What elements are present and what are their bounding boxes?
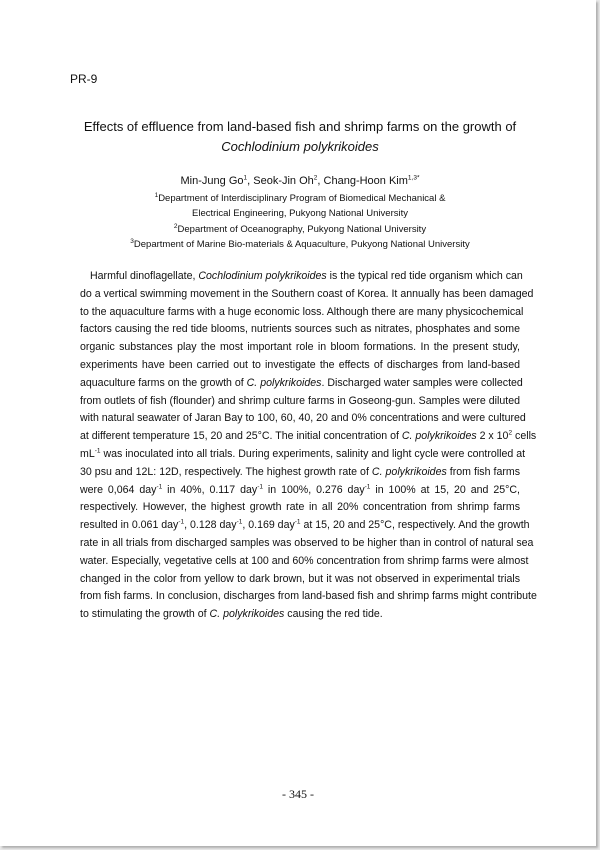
abstract-line	[80, 553, 529, 571]
author: Seok-Jin Oh$^2$	[253, 174, 318, 187]
abstract-line	[80, 321, 520, 339]
abstract-text: to the aquaculture farms with a huge economic loss. Although there are many physicochemical	[80, 305, 524, 318]
abstract-text: 30 psu and 12L: 12D, respectively. The highest growth rate of	[80, 465, 372, 478]
abstract-text: were 0,064 day	[80, 483, 157, 496]
abstract-text: , 0.169 day	[242, 519, 295, 532]
abstract-line	[80, 357, 520, 375]
abstract-text: respectively. However, the highest growth rate in all 20% concentration from shrimp farms	[80, 501, 520, 514]
abstract-line	[80, 304, 524, 322]
species-name: C. polykrikoides	[371, 465, 447, 478]
abstract-text: experiments have been carried out to investigate the effects of discharges from land-based	[80, 358, 520, 371]
species-name: C. polykrikoides	[209, 608, 285, 621]
superscript: -1	[294, 518, 301, 526]
abstract-text: water. Especially, vegetative cells at 100 and 60% concentration from shrimp farms were almost	[80, 554, 529, 567]
abstract-line	[80, 339, 520, 357]
abstract-text: from fish farms	[446, 465, 520, 478]
superscript: 2	[508, 429, 513, 437]
abstract-text: was inoculated into all trials. During experiments, salinity and light cycle were controlled at	[100, 447, 526, 460]
title-line-2-species: Cochlodinium polykrikoides	[221, 139, 379, 154]
abstract-text: cells	[512, 430, 537, 443]
abstract-text: resulted in 0.061 day	[80, 519, 179, 532]
abstract-line	[80, 286, 534, 304]
abstract-line	[80, 588, 537, 606]
abstract-text: at 15, 20 and 25°C, respectively. And the growth	[300, 519, 530, 532]
abstract-line	[80, 410, 526, 428]
abstract-text: , 0.128 day	[184, 519, 237, 532]
abstract-body	[80, 268, 537, 624]
title-line-1: Effects of effluence from land-based fish and shrimp farms on the growth of	[83, 119, 517, 134]
species-name: C. polykrikoides	[246, 376, 322, 389]
abstract-line	[80, 499, 520, 517]
abstract-line	[80, 446, 526, 464]
author-affil-marker: 1,3*	[407, 174, 420, 182]
abstract-text: with natural seawater of Jaran Bay to 100, 60, 40, 20 and 0% concentrations and were cultured	[80, 412, 526, 425]
abstract-line	[80, 482, 520, 500]
abstract-text: do a vertical swimming movement in the Southern coast of Korea. It annually has been damaged	[80, 287, 534, 300]
abstract-line	[80, 393, 520, 411]
abstract-text: . Discharged water samples were collected	[321, 376, 523, 389]
author-affil-marker: 1	[243, 174, 248, 182]
affiliation: $^1$Department of Interdisciplinary Program of Biomedical Mechanical &	[154, 191, 446, 204]
abstract-text: factors causing the red tide blooms, nutrients sources such as nitrates, phosphates and some	[80, 323, 520, 336]
abstract-text: at different temperature 15, 20 and 25°C. The initial concentration of	[80, 430, 402, 443]
abstract-line	[80, 464, 520, 482]
affiliation: $^2$Department of Oceanography, Pukyong National University	[173, 222, 427, 235]
abstract-text: is the typical red tide organism which can	[326, 270, 523, 282]
abstract-text: organic substances play the most important role in bloom formations. In the present study,	[80, 341, 520, 354]
abstract-text: from fish farms. In conclusion, discharges from land-based fish and shrimp farms might contribute	[80, 590, 537, 603]
superscript: -1	[178, 518, 185, 526]
abstract-text: in 100%, 0.276 day	[262, 483, 365, 496]
abstract-text: from outlets of fish (flounder) and shrimp culture farms in Goseong-gun. Samples were diluted	[80, 394, 520, 407]
abstract-text: Harmful dinoflagellate,	[90, 270, 199, 282]
abstract-line	[80, 606, 520, 624]
author-affil-marker: 2	[313, 174, 318, 182]
superscript: -1	[364, 483, 371, 491]
affiliation: $^3$Department of Marine Bio-materials & Aquaculture, Pukyong National University	[130, 238, 470, 251]
abstract-text: changed in the color from yellow to dark brown, but it was not observed in experimental trials	[80, 572, 520, 585]
abstract-text: causing the red tide.	[284, 608, 383, 621]
affiliation-list	[40, 191, 560, 253]
paper-title	[40, 117, 560, 157]
species-name: Cochlodinium polykrikoides	[198, 270, 327, 282]
abstract-line	[80, 375, 523, 393]
paper-code: PR-9	[70, 72, 98, 86]
abstract-text: rate in all trials from discharged samples was observed to be higher than in control of natural sea	[80, 536, 534, 549]
abstract-text: 2 x 10	[476, 430, 509, 443]
abstract-text: in 40%, 0.117 day	[162, 483, 258, 496]
abstract-line	[80, 268, 523, 286]
affiliation: Electrical Engineering, Pukyong National University	[192, 208, 408, 220]
superscript: -1	[94, 447, 101, 455]
author-list: Min-Jung Go$^1$, Seok-Jin Oh$^2$, Chang-Hoon Kim$^{1,3*}$	[180, 174, 420, 187]
superscript: -1	[156, 483, 163, 491]
abstract-text: to stimulating the growth of	[80, 608, 210, 621]
superscript: -1	[257, 483, 263, 491]
abstract-text: aquaculture farms on the growth of	[80, 376, 247, 389]
abstract-line	[80, 517, 530, 535]
species-name: C. polykrikoides	[401, 430, 477, 443]
author: Min-Jung Go$^1$	[180, 174, 248, 187]
abstract-text: in 100% at 15, 20 and 25°C,	[370, 483, 520, 496]
abstract-text: mL	[80, 447, 95, 460]
abstract-line	[80, 428, 537, 446]
author: Chang-Hoon Kim$^{1,3*}$	[323, 174, 420, 187]
page-number: - 345 -	[282, 787, 314, 801]
abstract-line	[80, 571, 520, 589]
superscript: -1	[236, 518, 243, 526]
abstract-line	[80, 535, 534, 553]
